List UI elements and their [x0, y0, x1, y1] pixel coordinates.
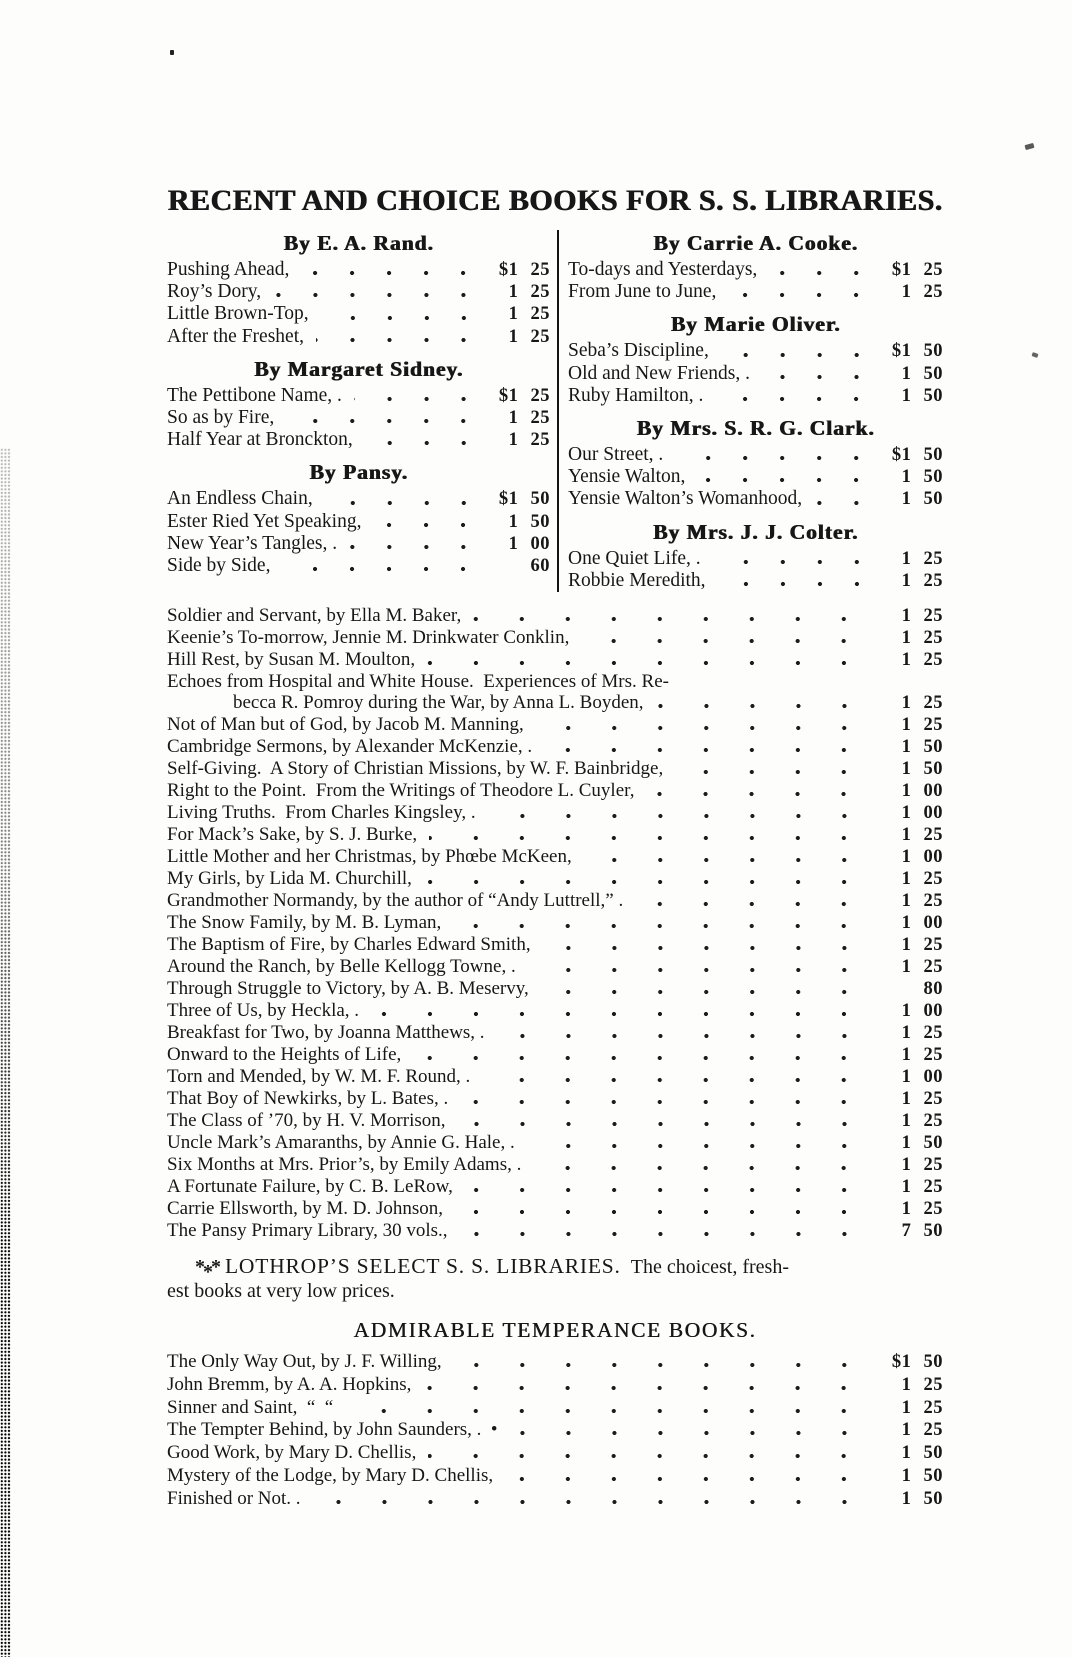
- book-row: [167, 281, 550, 303]
- book-row: [167, 1442, 943, 1465]
- dot-leader: [455, 1209, 867, 1215]
- book-row: [167, 385, 550, 407]
- book-title: Through Struggle to Victory, by A. B. Meservy,: [167, 978, 529, 1000]
- book-price: 1 25: [901, 628, 943, 649]
- book-title: A Fortunate Failure, by C. B. LeRow,: [167, 1176, 453, 1198]
- book-row: [167, 649, 943, 671]
- book-title: From June to June,: [568, 281, 717, 303]
- book-price: $1 25: [498, 260, 550, 280]
- book-row: [568, 281, 943, 303]
- book-price: $1 50: [891, 1352, 943, 1373]
- book-row: [167, 1419, 943, 1442]
- book-row: [167, 555, 550, 577]
- book-title: Roy’s Dory,: [167, 281, 262, 303]
- book-price: 1 50: [901, 737, 943, 758]
- dot-leader: [373, 522, 482, 528]
- book-row: [167, 511, 550, 533]
- book-price: 1 25: [901, 1199, 943, 1220]
- book-row: [167, 1110, 943, 1132]
- dot-leader: [675, 455, 875, 461]
- book-row: [167, 1465, 943, 1488]
- dot-leader: [325, 500, 482, 506]
- dot-leader: [718, 581, 875, 587]
- book-row: [167, 303, 550, 325]
- dot-leader: [497, 1033, 867, 1039]
- dot-leader: [715, 396, 875, 402]
- book-row: [568, 548, 943, 570]
- dot-leader: [427, 660, 867, 666]
- dot-leader: [713, 559, 875, 565]
- page-content: [167, 184, 943, 1511]
- book-row: [167, 1132, 943, 1154]
- book-title: The Baptism of Fire, by Charles Edward Smith,: [167, 934, 531, 956]
- dot-leader: [453, 923, 867, 929]
- dot-leader: [528, 967, 867, 973]
- book-price: 1 00: [901, 1067, 943, 1088]
- book-price: 1 25: [901, 570, 943, 591]
- book-price: 1 25: [901, 548, 943, 569]
- book-title: Uncle Mark’s Amaranths, by Annie G. Hale, .: [167, 1132, 515, 1154]
- dot-leader: [581, 638, 867, 644]
- book-title: Finished or Not. .: [167, 1487, 301, 1509]
- book-title: Good Work, by Mary D. Chellis,: [167, 1442, 417, 1464]
- book-row: [167, 758, 943, 780]
- dot-leader: [286, 418, 482, 424]
- dot-leader: [482, 1077, 867, 1083]
- book-title: The Snow Family, by M. B. Lyman,: [167, 912, 442, 934]
- book-price: 1 25: [901, 957, 943, 978]
- book-row: [167, 1351, 943, 1374]
- book-title: Side by Side,: [167, 555, 271, 577]
- book-price: 1 50: [901, 1133, 943, 1154]
- dot-leader: [488, 813, 867, 819]
- book-price: 1 25: [901, 1420, 943, 1441]
- book-row: [568, 488, 943, 510]
- dot-leader: [656, 703, 867, 709]
- book-title: Onward to the Heights of Life,: [167, 1044, 402, 1066]
- book-row: [167, 1198, 943, 1220]
- book-price: 1 25: [901, 282, 943, 303]
- dot-leader: [349, 544, 482, 550]
- book-title: So as by Fire,: [167, 407, 275, 429]
- book-title: Seba’s Discipline,: [568, 340, 709, 362]
- book-price: 1 50: [508, 511, 550, 532]
- book-row: [167, 890, 943, 912]
- book-title: Three of Us, by Heckla, .: [167, 1000, 360, 1022]
- book-price: 1 25: [901, 825, 943, 846]
- dot-leader: [527, 1143, 867, 1149]
- book-title: Little Brown-Top,: [167, 303, 309, 325]
- book-title: New Year’s Tangles, .: [167, 532, 338, 554]
- book-price: 1 00: [901, 913, 943, 934]
- book-price: 1 25: [901, 1023, 943, 1044]
- temperance-heading: ADMIRABLE TEMPERANCE BOOKS.: [353, 1318, 757, 1343]
- dot-leader: [584, 857, 867, 863]
- dot-leader: [697, 477, 875, 483]
- book-title: After the Freshet,: [167, 325, 304, 347]
- dot-leader: [460, 1231, 867, 1237]
- book-title: Around the Ranch, by Belle Kellogg Towne, .: [167, 956, 516, 978]
- book-price: 1 25: [901, 650, 943, 671]
- book-price: 1 50: [901, 1466, 943, 1487]
- book-row: [167, 1220, 943, 1242]
- book-title: Ester Ried Yet Speaking,: [167, 510, 362, 532]
- dot-leader: [814, 500, 875, 506]
- book-price: 1 25: [901, 1089, 943, 1110]
- dot-leader: [354, 396, 482, 402]
- book-price: 1 50: [901, 363, 943, 384]
- dot-leader: [423, 1385, 867, 1391]
- author-section-heading: By Mrs. S. R. G. Clark.: [636, 416, 875, 441]
- book-title: Living Truths. From Charles Kingsley, .: [167, 802, 476, 824]
- book-title: Breakfast for Two, by Joanna Matthews, .: [167, 1022, 485, 1044]
- book-title: Our Street, .: [568, 444, 664, 466]
- book-row: [167, 1397, 943, 1420]
- book-row: [167, 934, 943, 956]
- dot-leader: [313, 1499, 867, 1505]
- book-price: 1 25: [901, 1374, 943, 1395]
- book-title: The Only Way Out, by J. F. Willing,: [167, 1351, 442, 1373]
- book-row: [568, 340, 943, 362]
- book-row: [568, 259, 943, 281]
- book-price: 1 25: [508, 430, 550, 451]
- book-price: 1 25: [901, 1155, 943, 1176]
- book-price: 1 25: [901, 1397, 943, 1418]
- book-price: 1 25: [901, 715, 943, 736]
- book-title: The Pansy Primary Library, 30 vols.,: [167, 1220, 448, 1242]
- book-row: [568, 444, 943, 466]
- book-row: [167, 824, 943, 846]
- book-row: [167, 1000, 943, 1022]
- author-section-heading: By Margaret Sidney.: [253, 356, 464, 381]
- book-title: becca R. Pomroy during the War, by Anna L. Boyden,: [233, 692, 644, 714]
- note-caps: LOTHROP’S SELECT S. S. LIBRARIES.: [225, 1254, 621, 1279]
- book-price: $1 50: [891, 445, 943, 466]
- book-title: Grandmother Normandy, by the author of “Andy Luttrell,” .: [167, 890, 624, 912]
- book-price: 1 25: [901, 1177, 943, 1198]
- book-title: Little Mother and her Christmas, by Phœbe McKeen,: [167, 846, 572, 868]
- dot-leader: [371, 1011, 867, 1017]
- book-title: Sinner and Saint, “ “: [167, 1396, 334, 1418]
- two-column-section: [167, 230, 943, 592]
- book-title: For Mack’s Sake, by S. J. Burke,: [167, 824, 418, 846]
- book-row: [167, 956, 943, 978]
- book-price: 1 25: [901, 891, 943, 912]
- book-price: 1 50: [901, 385, 943, 406]
- book-row: [568, 363, 943, 385]
- book-price: $1 50: [498, 489, 550, 510]
- book-price: 1 25: [901, 606, 943, 627]
- book-row: [167, 1374, 943, 1397]
- book-price: 1 25: [508, 408, 550, 429]
- left-column: [167, 230, 557, 592]
- book-price: 1 25: [901, 869, 943, 890]
- book-title: Torn and Mended, by W. M. F. Round, .: [167, 1066, 471, 1088]
- dot-leader: [460, 1099, 867, 1105]
- book-title: John Bremm, by A. A. Hopkins,: [167, 1373, 412, 1395]
- book-price: 80: [923, 979, 943, 1000]
- note-rest: The choicest, fresh-: [630, 1256, 789, 1279]
- book-price: 1 25: [508, 282, 550, 303]
- book-row: [167, 868, 943, 890]
- book-row: [167, 780, 943, 802]
- book-row: [167, 1044, 943, 1066]
- book-title: Half Year at Bronckton,: [167, 429, 353, 451]
- dot-leader: [533, 1165, 867, 1171]
- book-title: My Girls, by Lida M. Churchill,: [167, 868, 412, 890]
- book-title: Pushing Ahead,: [167, 259, 290, 280]
- dot-leader: [646, 791, 867, 797]
- dot-leader: [728, 292, 875, 298]
- dot-leader: [541, 989, 867, 995]
- dot-leader: [316, 337, 482, 343]
- book-title: Yensie Walton,: [568, 466, 686, 488]
- author-section-heading: By E. A. Rand.: [283, 231, 434, 255]
- book-price: 7 50: [901, 1221, 943, 1242]
- book-price: 1 50: [901, 1443, 943, 1464]
- book-title: To-days and Yesterdays,: [568, 259, 758, 280]
- dot-leader: [769, 270, 875, 276]
- asterism-icon: ***: [195, 1256, 219, 1284]
- book-row: [167, 1488, 943, 1511]
- book-title: Carrie Ellsworth, by M. D. Johnson,: [167, 1198, 444, 1220]
- dot-leader: [345, 1408, 867, 1414]
- scan-gutter-noise: [0, 448, 11, 1657]
- book-title: The Pettibone Name, .: [167, 384, 342, 406]
- dot-leader: [465, 1187, 867, 1193]
- dot-leader: [544, 747, 867, 753]
- book-row: [167, 671, 943, 692]
- dot-leader: [454, 1362, 867, 1368]
- dot-leader: [428, 1453, 867, 1459]
- publisher-note: [167, 1255, 943, 1303]
- book-title: Keenie’s To-morrow, Jennie M. Drinkwater Conklin,: [167, 627, 570, 649]
- book-title: Soldier and Servant, by Ella M. Baker,: [167, 605, 462, 627]
- book-title: Self-Giving. A Story of Christian Missions, by W. F. Bainbridge,: [167, 758, 664, 780]
- author-section-heading: By Mrs. J. J. Colter.: [652, 519, 859, 544]
- book-price: 1 00: [901, 1001, 943, 1022]
- book-price: 1 25: [508, 326, 550, 347]
- book-title: Right to the Point. From the Writings of Theodore L. Cuyler,: [167, 780, 635, 802]
- author-section-heading: By Carrie A. Cooke.: [653, 231, 858, 255]
- dot-leader: [510, 1430, 867, 1436]
- book-price: $1 50: [891, 341, 943, 362]
- book-row: [167, 326, 550, 348]
- book-row: [167, 802, 943, 824]
- book-title: The Class of ’70, by H. V. Morrison,: [167, 1110, 446, 1132]
- book-price: 1 25: [901, 935, 943, 956]
- book-price: 1 00: [901, 847, 943, 868]
- book-row: [167, 488, 550, 510]
- book-price: 60: [530, 556, 550, 577]
- book-row: [568, 570, 943, 592]
- main-book-list: [167, 605, 943, 1242]
- book-row: [167, 1022, 943, 1044]
- book-title: An Endless Chain,: [167, 488, 313, 510]
- dot-leader: [413, 1055, 867, 1061]
- book-row: [167, 912, 943, 934]
- scan-speck: [1031, 352, 1038, 358]
- book-title: One Quiet Life, .: [568, 547, 701, 569]
- book-price: 1 50: [901, 759, 943, 780]
- book-row: [167, 429, 550, 451]
- page-title: RECENT AND CHOICE BOOKS FOR S. S. LIBRARIES.: [167, 184, 943, 217]
- dot-leader: [458, 1121, 868, 1127]
- book-price: $1 25: [891, 260, 943, 280]
- scan-speck: [1025, 143, 1035, 150]
- book-row: [568, 385, 943, 407]
- dot-leader: [301, 270, 482, 276]
- book-title: Ruby Hamilton, .: [568, 384, 704, 406]
- book-title: Cambridge Sermons, by Alexander McKenzie, .: [167, 736, 533, 758]
- temperance-book-list: [167, 1351, 943, 1511]
- dot-leader: [365, 440, 482, 446]
- book-row: [167, 259, 550, 281]
- book-row: [167, 692, 943, 714]
- dot-leader: [543, 945, 867, 951]
- book-title: Yensie Walton’s Womanhood,: [568, 488, 803, 510]
- book-row: [167, 978, 943, 1000]
- book-price: 1 00: [508, 533, 550, 554]
- scan-speck: [170, 50, 174, 55]
- book-row: [167, 1176, 943, 1198]
- book-price: 1 25: [508, 304, 550, 325]
- book-title: Robbie Meredith,: [568, 569, 706, 591]
- note-line1: [167, 1254, 789, 1284]
- book-row: [167, 1088, 943, 1110]
- book-row: [167, 533, 550, 555]
- book-row: [167, 1066, 943, 1088]
- book-row: [167, 627, 943, 649]
- book-price: 1 50: [901, 467, 943, 488]
- book-price: 1 00: [901, 781, 943, 802]
- book-price: 1 50: [901, 489, 943, 510]
- dot-leader: [675, 769, 867, 775]
- book-price: 1 25: [901, 693, 943, 714]
- book-title: Echoes from Hospital and White House. Experiences of Mrs. Re-: [167, 671, 669, 693]
- book-price: 1 25: [901, 1045, 943, 1066]
- dot-leader: [635, 901, 867, 907]
- book-row: [167, 407, 550, 429]
- book-row: [568, 466, 943, 488]
- book-price: 1 50: [901, 1488, 943, 1509]
- dot-leader: [273, 292, 482, 298]
- author-section-heading: By Marie Oliver.: [670, 312, 841, 337]
- dot-leader: [424, 879, 867, 885]
- book-row: [167, 714, 943, 736]
- book-price: $1 25: [498, 385, 550, 406]
- book-row: [167, 846, 943, 868]
- book-title: Old and New Friends, .: [568, 362, 750, 384]
- book-title: That Boy of Newkirks, by L. Bates, .: [167, 1088, 449, 1110]
- note-line2: est books at very low prices.: [167, 1279, 395, 1302]
- book-title: Six Months at Mrs. Prior’s, by Emily Adams, .: [167, 1154, 522, 1176]
- dot-leader: [505, 1476, 867, 1482]
- right-column: [557, 230, 943, 592]
- book-title: Mystery of the Lodge, by Mary D. Chellis,: [167, 1465, 494, 1487]
- dot-leader: [282, 566, 482, 572]
- author-section-heading: By Pansy.: [309, 460, 408, 485]
- book-row: [167, 736, 943, 758]
- dot-leader: [536, 725, 867, 731]
- book-price: 1 00: [901, 803, 943, 824]
- dot-leader: [429, 835, 867, 841]
- dot-leader: [721, 352, 875, 358]
- book-title: The Tempter Behind, by John Saunders, . •: [167, 1419, 498, 1441]
- book-title: Not of Man but of God, by Jacob M. Manning,: [167, 714, 524, 736]
- book-price: 1 25: [901, 1111, 943, 1132]
- dot-leader: [321, 315, 482, 321]
- dot-leader: [762, 374, 875, 380]
- book-row: [167, 1154, 943, 1176]
- book-title: Hill Rest, by Susan M. Moulton,: [167, 649, 416, 671]
- book-row: [167, 605, 943, 627]
- dot-leader: [473, 616, 867, 622]
